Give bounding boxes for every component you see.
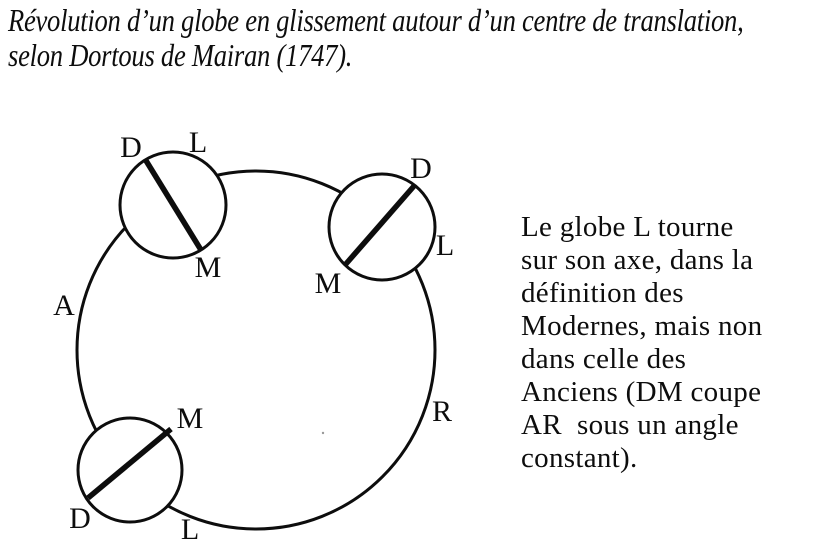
text-line: Anciens (DM coupe [521,376,762,408]
print-speck [322,432,324,434]
globe-top-left-label-D: D [120,131,142,164]
text-line: dans celle des [521,343,687,375]
globe-top-right-label-L: L [435,229,455,262]
orbit-label-R: R [431,395,453,428]
text-line: définition des [521,277,684,309]
globe-bottom-left-label-M: M [176,402,204,435]
text-line: AR sous un angle [521,409,739,441]
text-line: Le globe L tourne [521,211,734,243]
globe-top-right-label-D: D [410,152,432,185]
globe-top-left-label-M: M [194,251,222,284]
text-line: Modernes, mais non [521,310,763,342]
text-line: sur son axe, dans la [521,244,754,276]
globe-bottom-left-label-D: D [69,502,91,535]
caption-line-2: selon Dortous de Mairan (1747). [8,37,353,73]
orbit-label-A: A [53,289,75,322]
text-line: constant). [521,442,638,474]
explanation-text [521,211,762,475]
globe-top-left-label-L: L [188,126,208,159]
globe-bottom-left-label-L: L [180,513,200,546]
globe-top-right-label-M: M [314,267,342,300]
caption-line-1: Révolution d’un globe en glissement autour d’un centre de translation, [8,2,744,38]
